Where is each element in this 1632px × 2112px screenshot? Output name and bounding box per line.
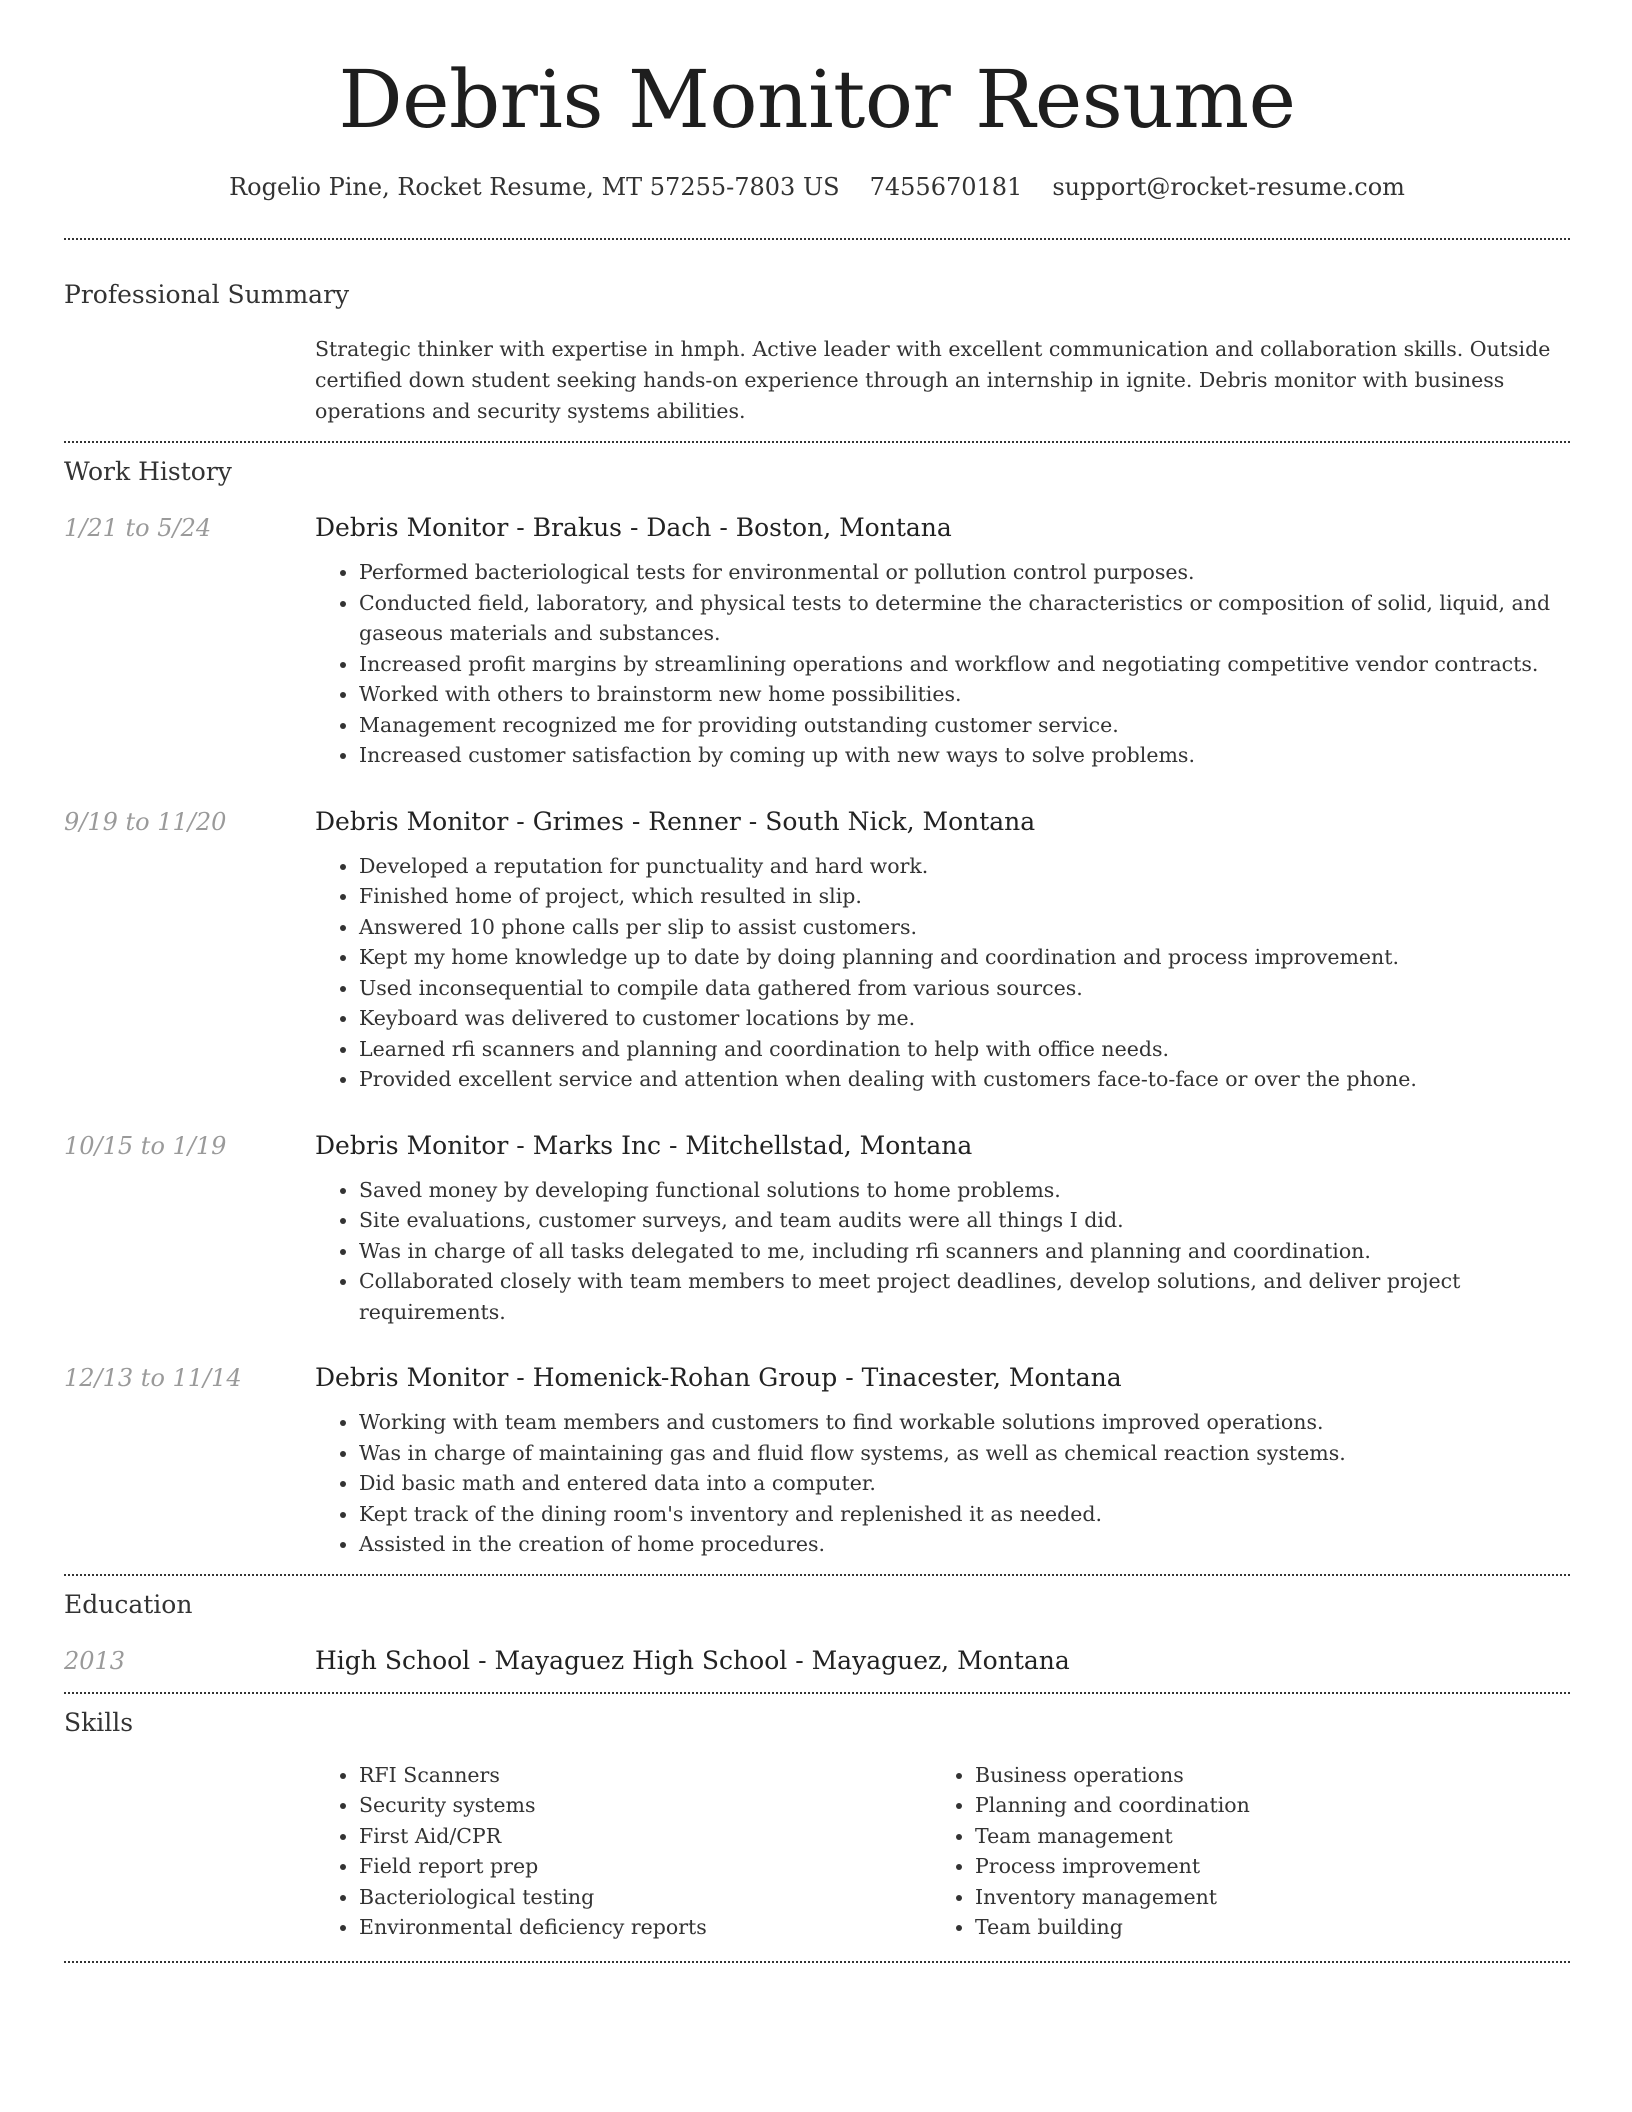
job-heading: Debris Monitor - Grimes - Renner - South Nick, Montana (315, 806, 1036, 836)
skill-item: • Environmental deficiency reports (359, 1912, 931, 1943)
job-bullet: • Did basic math and entered data into a computer. (359, 1468, 1570, 1499)
job-body (315, 1361, 1570, 1560)
skill-item: • Field report prep (359, 1851, 931, 1882)
skills-column-right (931, 1760, 1570, 1943)
job-heading: Debris Monitor - Homenick-Rohan Group - Tinacester, Montana (315, 1363, 1122, 1392)
job-bullet: • Keyboard was delivered to customer locations by me. (359, 1003, 1570, 1034)
resume-page (64, 0, 1570, 1963)
contact-address: Rogelio Pine, Rocket Resume, MT 57255-7803 US (229, 173, 840, 201)
job-entry (64, 511, 1570, 771)
job-bullet: • Increased customer satisfaction by coming up with new ways to solve problems. (359, 740, 1570, 771)
skill-item: • Team building (975, 1912, 1570, 1943)
job-dates: 10/15 to 1/19 (64, 1131, 227, 1160)
skills-heading: Skills (64, 1707, 134, 1737)
skills-column-left (315, 1760, 931, 1943)
job-bullets (315, 851, 1570, 1095)
skill-item: • Planning and coordination (975, 1790, 1570, 1821)
job-entry (64, 805, 1570, 1095)
job-bullet: • Provided excellent service and attention when dealing with customers face-to-face or over the phone. (359, 1064, 1570, 1095)
job-bullet: • Answered 10 phone calls per slip to assist customers. (359, 912, 1570, 943)
contact-email: support@rocket-resume.com (1052, 173, 1405, 201)
job-bullet: • Conducted field, laboratory, and physical tests to determine the characteristics or composition of solid, liquid, and gaseous materials and substances. (359, 588, 1570, 649)
job-body (315, 1129, 1570, 1328)
skill-item: • Process improvement (975, 1851, 1570, 1882)
job-dates: 12/13 to 11/14 (64, 1364, 242, 1392)
job-bullet: • Working with team members and customers to find workable solutions improved operations. (359, 1407, 1570, 1438)
skill-item: • RFI Scanners (359, 1760, 931, 1791)
job-body (315, 805, 1570, 1095)
job-bullet: • Worked with others to brainstorm new home possibilities. (359, 679, 1570, 710)
summary-text: Strategic thinker with expertise in hmph. Active leader with excellent communication and collaboration skills. Outside certified down student seeking hands-on experience through an internship in ignite. Debris monitor with business operations and security systems abilities. (315, 337, 1551, 423)
job-bullet: • Increased profit margins by streamlining operations and workflow and negotiating competitive vendor contracts. (359, 649, 1570, 680)
skill-item: • First Aid/CPR (359, 1821, 931, 1852)
summary-heading: Professional Summary (64, 280, 350, 309)
job-dates: 9/19 to 11/20 (64, 807, 227, 836)
job-bullet: • Management recognized me for providing outstanding customer service. (359, 710, 1570, 741)
resume-title: Debris Monitor Resume (338, 53, 1296, 146)
job-bullet: • Site evaluations, customer surveys, and team audits were all things I did. (359, 1205, 1570, 1236)
education-entry (64, 1644, 1570, 1678)
job-bullets (315, 557, 1570, 771)
work-history-heading: Work History (64, 457, 232, 486)
job-bullet: • Was in charge of all tasks delegated to me, including rfi scanners and planning and coordination. (359, 1236, 1570, 1267)
job-bullet: • Kept my home knowledge up to date by doing planning and coordination and process improvement. (359, 942, 1570, 973)
job-bullet: • Assisted in the creation of home procedures. (359, 1529, 1570, 1560)
job-bullet: • Developed a reputation for punctuality and hard work. (359, 851, 1570, 882)
job-entry (64, 1129, 1570, 1328)
job-bullet: • Learned rfi scanners and planning and coordination to help with office needs. (359, 1034, 1570, 1065)
job-bullet: • Finished home of project, which resulted in slip. (359, 881, 1570, 912)
education-body (315, 1644, 1570, 1678)
skill-item: • Business operations (975, 1760, 1570, 1791)
skill-item: • Team management (975, 1821, 1570, 1852)
job-bullet: • Collaborated closely with team members to meet project deadlines, develop solutions, and deliver project requirements. (359, 1266, 1570, 1327)
contact-line (64, 170, 1570, 204)
job-heading: Debris Monitor - Marks Inc - Mitchellstad, Montana (315, 1130, 973, 1160)
divider (64, 1692, 1570, 1694)
job-bullet: • Was in charge of maintaining gas and fluid flow systems, as well as chemical reaction systems. (359, 1438, 1570, 1469)
job-entry (64, 1361, 1570, 1560)
skills-grid (315, 1760, 1570, 1943)
job-bullet: • Kept track of the dining room's inventory and replenished it as needed. (359, 1499, 1570, 1530)
skill-item: • Security systems (359, 1790, 931, 1821)
skill-item: • Inventory management (975, 1882, 1570, 1913)
education-heading-line: High School - Mayaguez High School - Mayaguez, Montana (315, 1645, 1070, 1675)
education-year: 2013 (64, 1646, 126, 1675)
skill-item: • Bacteriological testing (359, 1882, 931, 1913)
job-heading: Debris Monitor - Brakus - Dach - Boston, Montana (315, 513, 952, 542)
job-bullets (315, 1407, 1570, 1560)
job-bullet: • Used inconsequential to compile data gathered from various sources. (359, 973, 1570, 1004)
job-bullet: • Performed bacteriological tests for environmental or pollution control purposes. (359, 557, 1570, 588)
divider (64, 1574, 1570, 1576)
contact-phone: 7455670181 (869, 173, 1023, 201)
job-bullet: • Saved money by developing functional solutions to home problems. (359, 1175, 1570, 1206)
divider (64, 238, 1570, 240)
education-heading: Education (64, 1589, 193, 1619)
divider (64, 441, 1570, 443)
job-body (315, 511, 1570, 771)
divider (64, 1961, 1570, 1963)
job-dates: 1/21 to 5/24 (64, 514, 212, 542)
job-bullets (315, 1175, 1570, 1328)
